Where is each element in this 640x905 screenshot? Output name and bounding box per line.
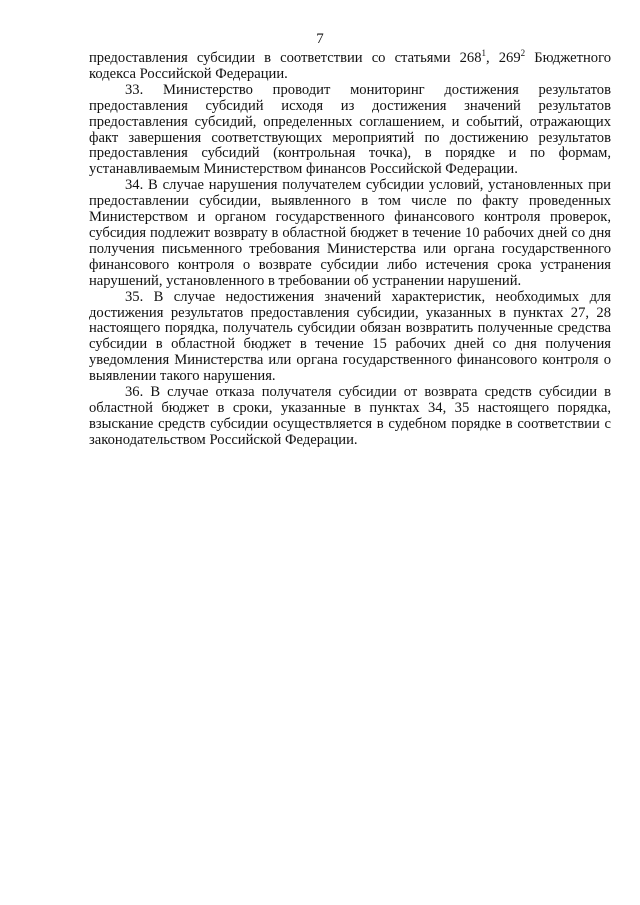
footnote-superscript: 2 [520,48,526,58]
continuation-text-c: Бюджетного кодекса Российской Федерации. [89,50,611,82]
continuation-text-a: предоставления субсидии в соответствии со статьями 268 [89,50,482,66]
continuation-text-b: , 269 [486,50,521,66]
paragraph-35: 35. В случае недостижения значений характеристик, необходимых для достижения результатов предоставления субсидии, указанных в пунктах 27, 28 настоящего порядка, получатель субсидии обязан возвратить полученные средства субсидии в областной бюджет в течение 15 рабочих дней со дня получения уведомления Министерства или органа государственного финансового контроля о выявлении такого нарушения. [89,288,611,385]
paragraph-36: 36. В случае отказа получателя субсидии от возврата средств субсидии в областной бюджет в сроки, указанные в пунктах 34, 35 настоящего порядка, взыскание средств субсидии осуществляется в судебном порядке в соответствии с законодательством Российской Федерации. [89,384,611,448]
paragraph-continuation [89,48,611,83]
document-body [89,48,611,449]
page-number: 7 [316,31,324,47]
paragraph-34: 34. В случае нарушения получателем субсидии условий, установленных при предоставлении субсидии, выявленного в том числе по факту проведенных Министерством и органом государственного финансового контроля проверок, субсидия подлежит возврату в областной бюджет в течение 10 рабочих дней со дня получения письменного требования Министерства или органа государственного финансового контроля о возврате субсидии либо истечения срока устранения нарушений, установленного в требовании об устранении нарушений. [89,177,611,289]
footnote-superscript: 1 [481,48,486,58]
paragraph-33: 33. Министерство проводит мониторинг достижения результатов предоставления субсидий исходя из достижения значений результатов предоставления субсидий, определенных соглашением, и событий, отражающих факт завершения соответствующих мероприятий по достижению результатов предоставления субсидий (контрольная точка), в порядке и по формам, устанавливаемым Министерством финансов Российской Федерации. [89,81,611,178]
